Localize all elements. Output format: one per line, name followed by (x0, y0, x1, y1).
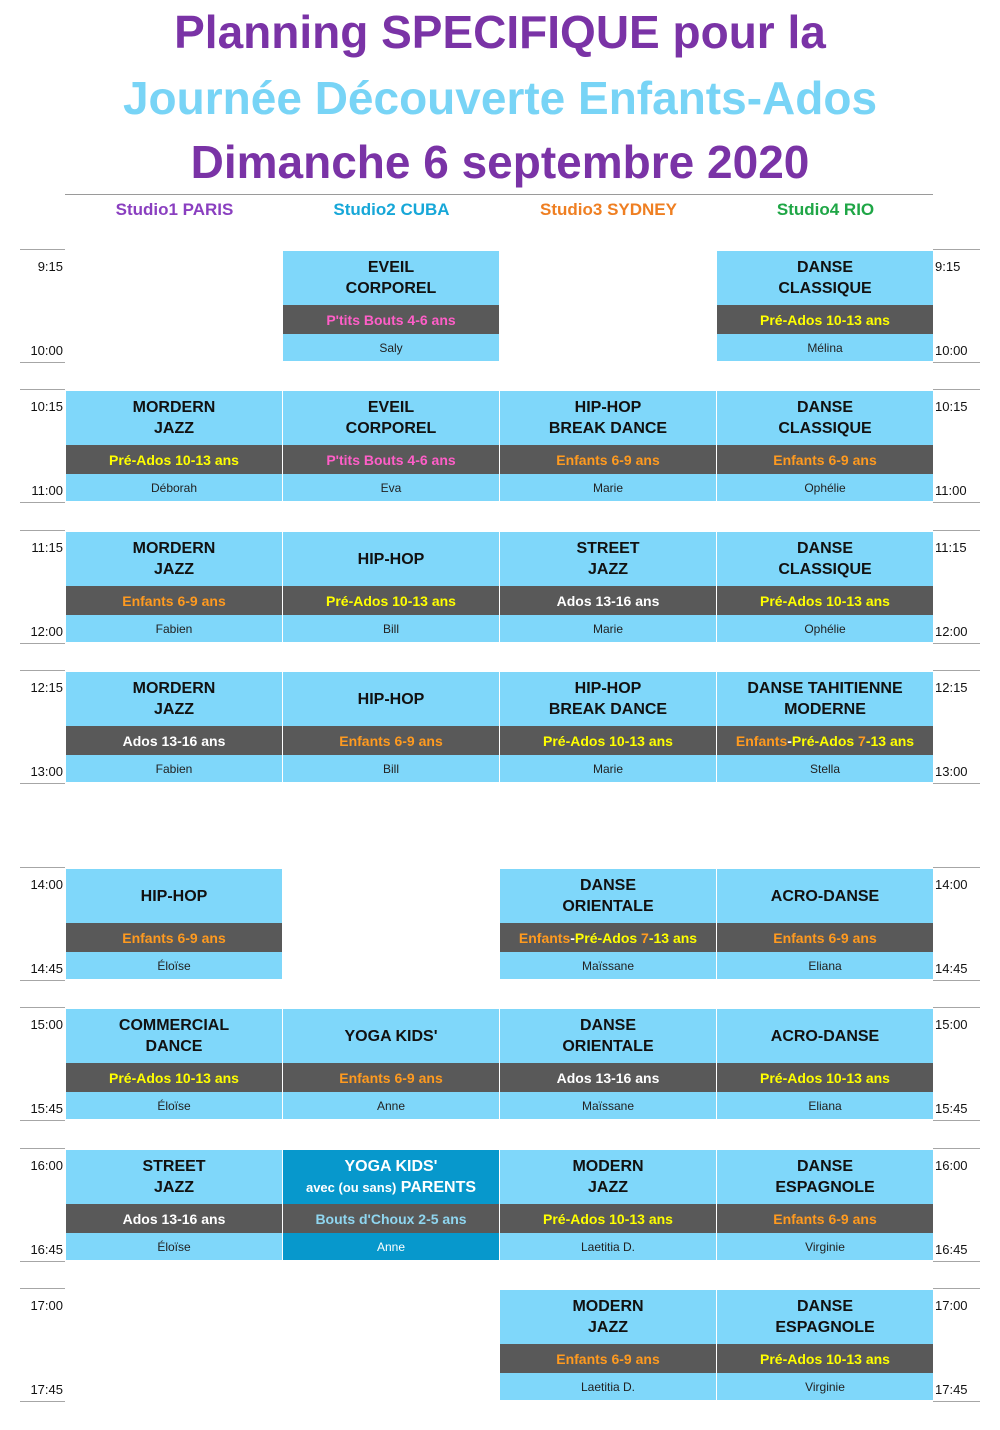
age-group-segment: 7 (641, 929, 649, 946)
class-card[interactable] (66, 672, 282, 782)
age-group-segment: Pré-Ados 10-13 ans (760, 1350, 890, 1367)
session-divider (20, 1007, 65, 1008)
start-time-right: 16:00 (935, 1158, 968, 1173)
session-divider (20, 1261, 65, 1262)
class-card[interactable] (500, 1290, 716, 1400)
age-group-segment: Enfants 6-9 ans (556, 451, 660, 468)
age-group-segment: -13 ans (648, 929, 698, 946)
session-divider (933, 362, 980, 363)
teacher-name: Virginie (717, 1233, 933, 1260)
teacher-name: Anne (283, 1092, 499, 1119)
class-card[interactable] (717, 1009, 933, 1119)
class-title: DANSE CLASSIQUE (717, 251, 933, 305)
teacher-name: Laetitia D. (500, 1233, 716, 1260)
class-title: HIP-HOP (283, 532, 499, 586)
age-group (500, 586, 716, 615)
class-card[interactable] (717, 1150, 933, 1260)
session-divider (933, 389, 980, 390)
age-group (717, 1344, 933, 1373)
class-title-block (306, 1156, 476, 1198)
age-group-segment: Enfants 6-9 ans (773, 1210, 877, 1227)
teacher-name: Anne (283, 1233, 499, 1260)
age-group (283, 1204, 499, 1233)
session-divider (933, 1148, 980, 1149)
class-card[interactable] (500, 1009, 716, 1119)
class-title-sub: avec (ou sans) (305, 1180, 397, 1195)
class-title: ACRO-DANSE (717, 1009, 933, 1063)
class-title: ACRO-DANSE (717, 869, 933, 923)
age-group-segment: Enfants 6-9 ans (339, 732, 443, 749)
age-group (66, 1063, 282, 1092)
class-title (283, 1150, 499, 1204)
studio-header: Studio2 CUBA (333, 200, 450, 219)
class-card[interactable] (283, 1009, 499, 1119)
class-title: MORDERN JAZZ (66, 672, 282, 726)
age-group-segment: Bouts d'Choux 2-5 ans (315, 1210, 467, 1227)
age-group-segment: Ados 13-16 ans (122, 1210, 226, 1227)
class-title: DANSE ORIENTALE (500, 869, 716, 923)
class-card[interactable] (717, 869, 933, 979)
session-divider (20, 1288, 65, 1289)
session-divider (20, 670, 65, 671)
end-time-left: 10:00 (30, 343, 63, 358)
age-group-segment: Enfants 6-9 ans (122, 592, 226, 609)
teacher-name: Laetitia D. (500, 1373, 716, 1400)
title-line-1: Planning SPECIFIQUE pour la (174, 6, 826, 58)
class-title: DANSE TAHITIENNE MODERNE (717, 672, 933, 726)
class-card[interactable] (283, 391, 499, 501)
start-time-left: 17:00 (30, 1298, 63, 1313)
age-group-segment: Pré-Ados 10-13 ans (760, 592, 890, 609)
age-group (66, 1204, 282, 1233)
session-divider (933, 643, 980, 644)
class-title: DANSE CLASSIQUE (717, 532, 933, 586)
session-divider (20, 643, 65, 644)
age-group-segment: Enfants 6-9 ans (773, 929, 877, 946)
age-group (283, 1063, 499, 1092)
end-time-left: 13:00 (30, 764, 63, 779)
end-time-right: 15:45 (935, 1101, 968, 1116)
start-time-left: 10:15 (30, 399, 63, 414)
start-time-left: 12:15 (30, 680, 63, 695)
age-group-segment: Pré-Ados 10-13 ans (760, 311, 890, 328)
teacher-name: Bill (283, 615, 499, 642)
age-group (283, 726, 499, 755)
teacher-name: Eliana (717, 952, 933, 979)
class-title: DANSE ORIENTALE (500, 1009, 716, 1063)
end-time-left: 14:45 (30, 961, 63, 976)
session-divider (933, 1261, 980, 1262)
age-group-segment: Ados 13-16 ans (556, 592, 660, 609)
session-divider (20, 249, 65, 250)
age-group-segment: Pré-Ados (791, 732, 859, 749)
age-group-segment: Pré-Ados 10-13 ans (109, 1069, 239, 1086)
class-title: HIP-HOP (283, 672, 499, 726)
session-divider (20, 783, 65, 784)
age-group-segment: Enfants (735, 732, 788, 749)
age-group (717, 586, 933, 615)
session-divider (20, 1148, 65, 1149)
class-title-sub-line (306, 1177, 476, 1198)
class-card[interactable] (500, 532, 716, 642)
class-card[interactable] (66, 391, 282, 501)
age-group (717, 1063, 933, 1092)
session-divider (933, 530, 980, 531)
header-divider (65, 194, 933, 195)
title-line-3: Dimanche 6 septembre 2020 (190, 136, 810, 188)
age-group-segment: Enfants (518, 929, 571, 946)
session-divider (933, 1288, 980, 1289)
end-time-right: 13:00 (935, 764, 968, 779)
class-card[interactable] (283, 1150, 499, 1260)
age-group (66, 923, 282, 952)
teacher-name: Éloïse (66, 1233, 282, 1260)
end-time-right: 12:00 (935, 624, 968, 639)
session-divider (20, 502, 65, 503)
start-time-right: 12:15 (935, 680, 968, 695)
age-group (66, 586, 282, 615)
class-card[interactable] (500, 391, 716, 501)
teacher-name: Bill (283, 755, 499, 782)
end-time-right: 10:00 (935, 343, 968, 358)
end-time-right: 11:00 (935, 483, 967, 498)
class-card[interactable] (283, 251, 499, 361)
age-group-segment: Ados 13-16 ans (556, 1069, 660, 1086)
end-time-left: 16:45 (30, 1242, 63, 1257)
session-divider (933, 249, 980, 250)
start-time-right: 17:00 (935, 1298, 968, 1313)
end-time-right: 17:45 (935, 1382, 968, 1397)
teacher-name: Éloïse (66, 1092, 282, 1119)
session-divider (20, 867, 65, 868)
class-title-main: YOGA KIDS' (344, 1158, 438, 1175)
class-title: DANSE ESPAGNOLE (717, 1150, 933, 1204)
end-time-right: 14:45 (935, 961, 968, 976)
teacher-name: Déborah (66, 474, 282, 501)
class-card[interactable] (717, 672, 933, 782)
class-card[interactable] (283, 672, 499, 782)
class-card[interactable] (717, 251, 933, 361)
teacher-name: Maïssane (500, 1092, 716, 1119)
age-group-segment: Pré-Ados (574, 929, 642, 946)
session-divider (20, 530, 65, 531)
age-group-segment: Pré-Ados 10-13 ans (543, 1210, 673, 1227)
class-title: EVEIL CORPOREL (283, 391, 499, 445)
start-time-right: 15:00 (935, 1017, 968, 1032)
session-divider (20, 1120, 65, 1121)
class-card[interactable] (66, 1009, 282, 1119)
session-divider (933, 1120, 980, 1121)
studio-header: Studio4 RIO (776, 200, 875, 219)
age-group-segment: Pré-Ados 10-13 ans (109, 451, 239, 468)
class-card[interactable] (500, 672, 716, 782)
end-time-left: 11:00 (31, 483, 63, 498)
class-card[interactable] (66, 1150, 282, 1260)
teacher-name: Mélina (717, 334, 933, 361)
end-time-left: 17:45 (30, 1382, 63, 1397)
start-time-left: 9:15 (37, 259, 63, 274)
age-group (500, 1344, 716, 1373)
teacher-name: Éloïse (66, 952, 282, 979)
class-title: DANSE ESPAGNOLE (717, 1290, 933, 1344)
class-card[interactable] (66, 869, 282, 979)
studio-header: Studio1 PARIS (115, 200, 234, 219)
age-group (283, 445, 499, 474)
age-group (717, 1204, 933, 1233)
class-title: MODERN JAZZ (500, 1290, 716, 1344)
end-time-left: 15:45 (30, 1101, 63, 1116)
teacher-name: Eva (283, 474, 499, 501)
session-divider (933, 783, 980, 784)
class-card[interactable] (717, 1290, 933, 1400)
age-group (283, 305, 499, 334)
class-title: DANSE CLASSIQUE (717, 391, 933, 445)
class-card[interactable] (717, 532, 933, 642)
age-group-segment: Enfants 6-9 ans (339, 1069, 443, 1086)
class-card[interactable] (500, 1150, 716, 1260)
class-title: YOGA KIDS' (283, 1009, 499, 1063)
class-title: STREET JAZZ (500, 532, 716, 586)
session-divider (20, 980, 65, 981)
age-group (500, 1063, 716, 1092)
age-group (717, 445, 933, 474)
session-divider (20, 1401, 65, 1402)
session-divider (933, 502, 980, 503)
age-group (717, 923, 933, 952)
age-group (500, 923, 716, 952)
teacher-name: Saly (283, 334, 499, 361)
class-title: MORDERN JAZZ (66, 532, 282, 586)
teacher-name: Marie (500, 755, 716, 782)
teacher-name: Marie (500, 615, 716, 642)
start-time-right: 10:15 (935, 399, 968, 414)
class-title: HIP-HOP BREAK DANCE (500, 391, 716, 445)
class-title-sub-big: PARENTS (400, 1179, 477, 1196)
age-group (500, 445, 716, 474)
start-time-right: 14:00 (935, 877, 968, 892)
age-group-segment: Enfants 6-9 ans (556, 1350, 660, 1367)
class-title: COMMERCIAL DANCE (66, 1009, 282, 1063)
age-group (717, 305, 933, 334)
age-group-segment: Enfants 6-9 ans (773, 451, 877, 468)
class-card[interactable] (66, 532, 282, 642)
teacher-name: Eliana (717, 1092, 933, 1119)
age-group-segment: 7 (858, 732, 866, 749)
start-time-left: 16:00 (30, 1158, 63, 1173)
age-group (500, 726, 716, 755)
session-divider (933, 1401, 980, 1402)
age-group-segment: P'tits Bouts 4-6 ans (326, 451, 456, 468)
end-time-right: 16:45 (935, 1242, 968, 1257)
class-title: MODERN JAZZ (500, 1150, 716, 1204)
age-group-segment: Pré-Ados 10-13 ans (326, 592, 456, 609)
teacher-name: Fabien (66, 755, 282, 782)
age-group (66, 726, 282, 755)
start-time-right: 11:15 (935, 540, 967, 555)
start-time-right: 9:15 (935, 259, 961, 274)
age-group-segment: P'tits Bouts 4-6 ans (326, 311, 456, 328)
session-divider (933, 867, 980, 868)
class-title: STREET JAZZ (66, 1150, 282, 1204)
teacher-name: Stella (717, 755, 933, 782)
age-group-segment: Pré-Ados 10-13 ans (760, 1069, 890, 1086)
start-time-left: 15:00 (30, 1017, 63, 1032)
class-card[interactable] (717, 391, 933, 501)
age-group-segment: Enfants 6-9 ans (122, 929, 226, 946)
studio-header: Studio3 SYDNEY (540, 200, 677, 219)
teacher-name: Virginie (717, 1373, 933, 1400)
age-group-segment: Pré-Ados 10-13 ans (543, 732, 673, 749)
session-divider (20, 389, 65, 390)
session-divider (20, 362, 65, 363)
age-group (66, 445, 282, 474)
age-group-segment: - (570, 929, 575, 946)
age-group-segment: -13 ans (865, 732, 915, 749)
class-title: HIP-HOP (66, 869, 282, 923)
teacher-name: Fabien (66, 615, 282, 642)
teacher-name: Marie (500, 474, 716, 501)
age-group-segment: Ados 13-16 ans (122, 732, 226, 749)
start-time-left: 14:00 (30, 877, 63, 892)
session-divider (933, 980, 980, 981)
title-line-2: Journée Découverte Enfants-Ados (122, 72, 878, 124)
class-title: EVEIL CORPOREL (283, 251, 499, 305)
teacher-name: Maïssane (500, 952, 716, 979)
class-title: MORDERN JAZZ (66, 391, 282, 445)
class-card[interactable] (500, 869, 716, 979)
session-divider (933, 1007, 980, 1008)
age-group-segment: - (787, 732, 792, 749)
age-group (283, 586, 499, 615)
class-card[interactable] (283, 532, 499, 642)
class-title: HIP-HOP BREAK DANCE (500, 672, 716, 726)
session-divider (933, 670, 980, 671)
start-time-left: 11:15 (31, 540, 63, 555)
teacher-name: Ophélie (717, 474, 933, 501)
age-group (717, 726, 933, 755)
end-time-left: 12:00 (30, 624, 63, 639)
age-group (500, 1204, 716, 1233)
teacher-name: Ophélie (717, 615, 933, 642)
